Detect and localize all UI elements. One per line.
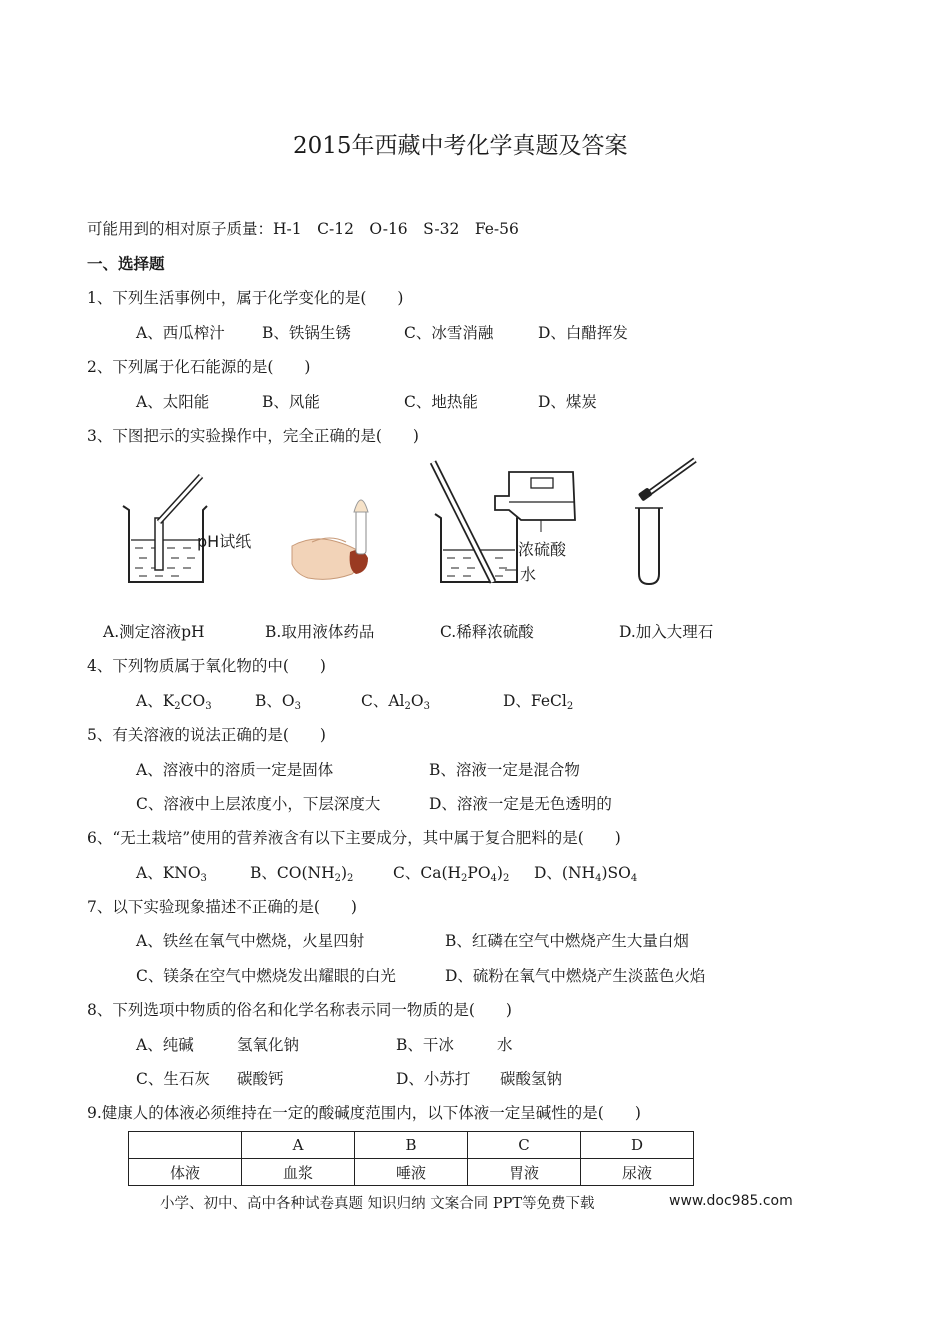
question-8-stem: 8、下列选项中物质的俗名和化学名称表示同一物质的是( ) bbox=[87, 1001, 512, 1019]
table-cell bbox=[129, 1132, 242, 1159]
q6-c-text3: ) bbox=[496, 864, 503, 882]
table-cell: A bbox=[242, 1132, 355, 1159]
question-1-stem: 1、下列生活事例中，属于化学变化的是( ) bbox=[87, 289, 404, 307]
q7-option-b: B、红磷在空气中燃烧产生大量白烟 bbox=[445, 932, 689, 950]
q3-option-c: C.稀释浓硫酸 bbox=[440, 623, 534, 641]
question-5-stem: 5、有关溶液的说法正确的是( ) bbox=[87, 726, 326, 744]
q4-d-sub: 2 bbox=[566, 701, 574, 712]
table-cell: D bbox=[581, 1132, 694, 1159]
q1-option-d: D、白醋挥发 bbox=[538, 324, 628, 342]
question-6-stem: 6、“无土栽培”使用的营养液含有以下主要成分，其中属于复合肥料的是( ) bbox=[87, 829, 621, 847]
q4-a-sub2: 3 bbox=[205, 701, 212, 712]
question-4-stem: 4、下列物质属于氧化物的中( ) bbox=[87, 657, 326, 675]
q8-option-d-name: D、小苏打 bbox=[396, 1070, 471, 1088]
q1-option-c: C、冰雪消融 bbox=[404, 324, 494, 342]
q4-option-b bbox=[255, 689, 301, 712]
question-9-stem: 9.健康人的体液必须维持在一定的酸碱度范围内，以下体液一定呈碱性的是( ) bbox=[87, 1104, 641, 1122]
q4-option-c bbox=[361, 689, 430, 712]
q4-a-text: A、K bbox=[136, 692, 175, 710]
q8-option-b-chem: 水 bbox=[497, 1036, 513, 1054]
q4-c-sub2: 3 bbox=[423, 701, 430, 712]
q3-option-a: A.测定溶液pH bbox=[103, 623, 205, 641]
q3-option-d: D.加入大理石 bbox=[619, 623, 714, 641]
q4-a-sub: 2 bbox=[174, 701, 181, 712]
q5-option-c: C、溶液中上层浓度小，下层深度大 bbox=[136, 795, 381, 813]
atomic-mass-note: 可能用到的相对原子质量：H-1 C-12 O-16 S-32 Fe-56 bbox=[87, 220, 519, 238]
q4-c-sub: 2 bbox=[404, 701, 411, 712]
table-cell: 血浆 bbox=[242, 1159, 355, 1186]
q4-c-text: C、Al bbox=[361, 692, 405, 710]
q6-d-sub: 4 bbox=[595, 873, 602, 884]
q6-c-sub2: 4 bbox=[490, 873, 497, 884]
footer-text: 小学、初中、高中各种试卷真题 知识归纳 文案合同 PPT等免费下载 bbox=[160, 1196, 595, 1212]
table-cell: 胃液 bbox=[468, 1159, 581, 1186]
q6-b-text: B、CO(NH bbox=[250, 864, 335, 882]
q6-option-a bbox=[136, 861, 207, 884]
q2-option-c: C、地热能 bbox=[404, 393, 478, 411]
q5-option-b: B、溶液一定是混合物 bbox=[429, 761, 580, 779]
fig-b-dropper bbox=[290, 486, 390, 586]
table-cell: 尿液 bbox=[581, 1159, 694, 1186]
q9-table bbox=[128, 1131, 694, 1186]
q6-c-text2: PO bbox=[467, 864, 491, 882]
table-cell: B bbox=[355, 1132, 468, 1159]
q7-option-a: A、铁丝在氧气中燃烧，火星四射 bbox=[136, 932, 365, 950]
q1-option-b: B、铁锅生锈 bbox=[262, 324, 351, 342]
fig-c-label-water: 水 bbox=[520, 565, 537, 584]
q6-c-text: C、Ca(H bbox=[393, 864, 462, 882]
table-cell: 唾液 bbox=[355, 1159, 468, 1186]
q3-option-b: B.取用液体药品 bbox=[265, 623, 375, 641]
fig-a-label: pH试纸 bbox=[197, 532, 252, 551]
q4-option-d bbox=[503, 689, 573, 712]
q6-b-sub2: 2 bbox=[347, 873, 354, 884]
fig-d-test-tube bbox=[625, 452, 705, 588]
fig-c-label-acid: 浓硫酸 bbox=[518, 540, 567, 559]
q6-option-b bbox=[250, 861, 353, 884]
q2-option-b: B、风能 bbox=[262, 393, 320, 411]
q2-option-a: A、太阳能 bbox=[136, 393, 210, 411]
q6-option-d bbox=[534, 861, 637, 884]
q6-b-sub: 2 bbox=[334, 873, 341, 884]
page-title: 2015年西藏中考化学真题及答案 bbox=[293, 133, 628, 159]
q7-option-d: D、硫粉在氧气中燃烧产生淡蓝色火焰 bbox=[445, 967, 706, 985]
question-2-stem: 2、下列属于化石能源的是( ) bbox=[87, 358, 311, 376]
q8-option-a-chem: 氢氧化钠 bbox=[237, 1036, 300, 1054]
question-3-stem: 3、下图把示的实验操作中，完全正确的是( ) bbox=[87, 427, 419, 445]
q4-b-text: B、O bbox=[255, 692, 295, 710]
fig-c-dilute-acid bbox=[425, 458, 585, 588]
q4-c-text2: O bbox=[410, 692, 424, 710]
q6-d-text2: )SO bbox=[601, 864, 631, 882]
q5-option-a: A、溶液中的溶质一定是固体 bbox=[136, 761, 334, 779]
q6-a-sub: 3 bbox=[200, 873, 207, 884]
table-row bbox=[129, 1132, 694, 1159]
q6-d-text: D、(NH bbox=[534, 864, 596, 882]
q4-option-a bbox=[136, 689, 212, 712]
q2-option-d: D、煤炭 bbox=[538, 393, 597, 411]
q8-option-c-chem: 碳酸钙 bbox=[237, 1070, 284, 1088]
q6-option-c bbox=[393, 861, 509, 884]
q6-c-sub: 2 bbox=[461, 873, 468, 884]
section-heading: 一、选择题 bbox=[87, 254, 165, 273]
q6-b-text2: ) bbox=[340, 864, 348, 882]
question-7-stem: 7、以下实验现象描述不正确的是( ) bbox=[87, 898, 357, 916]
q4-b-sub: 3 bbox=[294, 701, 301, 712]
q8-option-d-chem: 碳酸氢钠 bbox=[500, 1070, 563, 1088]
table-cell: C bbox=[468, 1132, 581, 1159]
q4-a-text2: CO bbox=[180, 692, 206, 710]
q8-option-a-name: A、纯碱 bbox=[136, 1036, 194, 1054]
q6-c-sub3: 2 bbox=[502, 873, 510, 884]
q7-option-c: C、镁条在空气中燃烧发出耀眼的白光 bbox=[136, 967, 396, 985]
table-row bbox=[129, 1159, 694, 1186]
q1-option-a: A、西瓜榨汁 bbox=[136, 324, 225, 342]
q5-option-d: D、溶液一定是无色透明的 bbox=[429, 795, 612, 813]
q6-a-text: A、KNO bbox=[136, 864, 201, 882]
q8-option-c-name: C、生石灰 bbox=[136, 1070, 210, 1088]
table-cell: 体液 bbox=[129, 1159, 242, 1186]
footer-url-link[interactable]: www.doc985.com bbox=[669, 1193, 793, 1209]
q8-option-b-name: B、干冰 bbox=[396, 1036, 454, 1054]
q6-d-sub2: 4 bbox=[630, 873, 638, 884]
q4-d-text: D、FeCl bbox=[503, 692, 567, 710]
